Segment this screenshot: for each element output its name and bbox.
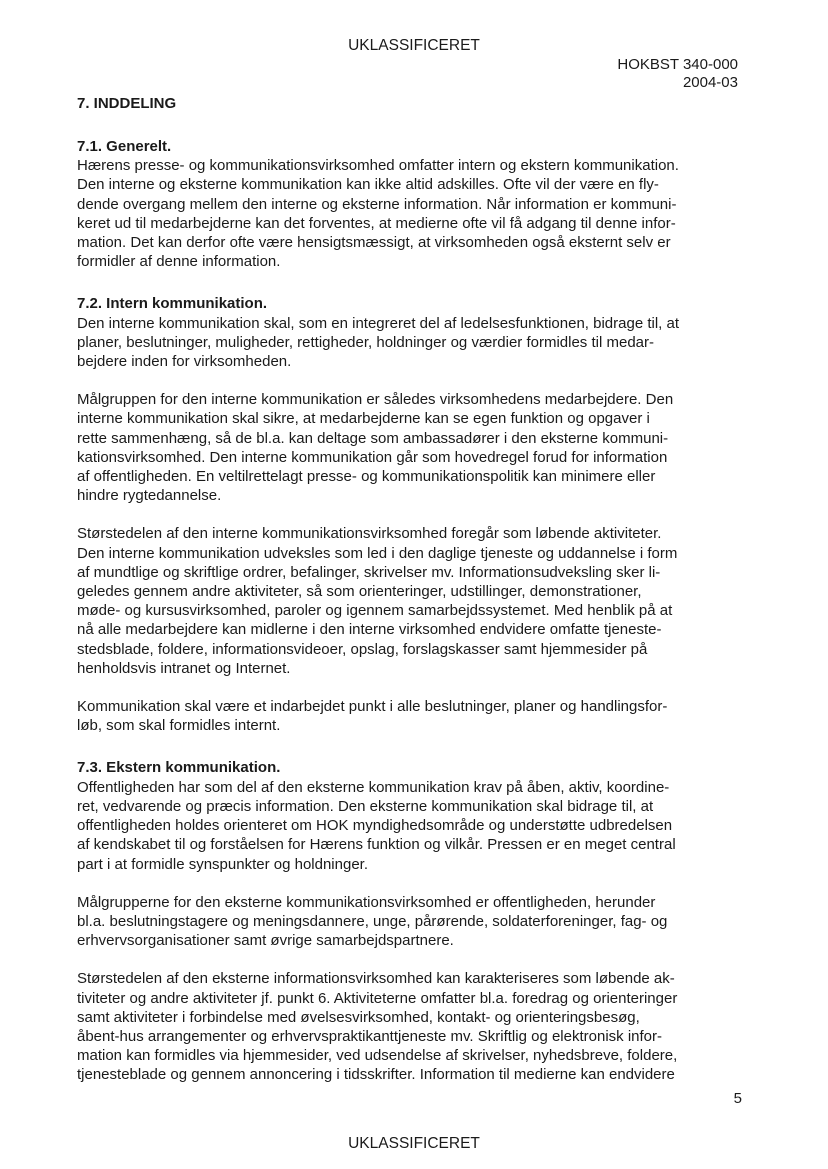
text-line: løb, som skal formidles internt.	[77, 717, 281, 735]
text-line: Hærens presse- og kommunikationsvirksomhed omfatter intern og ekstern kommunikation.	[77, 157, 679, 175]
document-date: 2004-03	[682, 74, 738, 91]
text-line: formidler af denne information.	[77, 253, 281, 271]
text-line: keret ud til medarbejderne kan det forventes, at medierne ofte vil få adgang til denne infor-	[77, 214, 676, 232]
text-line: Den interne kommunikation skal, som en integreret del af ledelsesfunktionen, bidrage til, at	[77, 314, 679, 332]
section	[77, 137, 741, 271]
text-line: Kommunikation skal være et indarbejdet punkt i alle beslutninger, planer og handlingsfor-	[77, 698, 668, 716]
text-line: hindre rygtedannelse.	[77, 487, 222, 505]
header-classification: UKLASSIFICERET	[348, 37, 480, 54]
text-line: mation kan formidles via hjemmesider, ved udsendelse af skrivelser, nyhedsbreve, foldere,	[77, 1047, 678, 1065]
footer-classification: UKLASSIFICERET	[348, 1135, 480, 1152]
document-body	[77, 137, 741, 1108]
text-line: af kendskabet til og forståelsen for Hærens funktion og vilkår. Pressen er en meget central	[77, 836, 676, 854]
text-line: mation. Det kan derfor ofte være hensigtsmæssigt, at virksomheden også eksternt selv er	[77, 234, 671, 252]
paragraph	[77, 893, 741, 951]
text-line: planer, beslutninger, muligheder, rettigheder, holdninger og værdier formidles til medar-	[77, 333, 654, 351]
section	[77, 294, 741, 735]
paragraph	[77, 390, 741, 505]
text-line: nå alle medarbejdere kan midlerne i den interne virksomhed endvidere omfatte tjeneste-	[77, 621, 662, 639]
paragraph	[77, 524, 741, 678]
text-line: bl.a. beslutningstagere og meningsdannere, unge, pårørende, soldaterforeninger, fag- og	[77, 912, 668, 930]
paragraph	[77, 314, 741, 372]
text-line: part i at formidle synspunkter og holdninger.	[77, 855, 368, 873]
text-line: geledes gennem andre aktiviteter, så som orienteringer, udstillinger, demonstrationer,	[77, 583, 642, 601]
text-line: tjenesteblade og gennem annoncering i tidsskrifter. Information til medierne kan endvidere	[77, 1066, 675, 1084]
text-line: af mundtlige og skriftlige ordrer, befalinger, skrivelser mv. Informationsudveksling sker li-	[77, 563, 661, 581]
text-line: offentligheden holdes orienteret om HOK myndighedsområde og understøtte udbredelsen	[77, 817, 673, 835]
chapter-title: 7. INDDELING	[77, 95, 177, 112]
text-line: erhvervsorganisationer samt øvrige samarbejdspartnere.	[77, 932, 454, 950]
text-line: Den interne og eksterne kommunikation kan ikke altid adskilles. Ofte vil der være en fly-	[77, 176, 659, 194]
text-line: rette sammenhæng, så de bl.a. kan deltage som ambassadører i den eksterne kommuni-	[77, 429, 669, 447]
text-line: samt aktiviteter i forbindelse med øvelsesvirksomhed, kontakt- og orienteringsbesøg,	[77, 1008, 640, 1026]
page-number: 5	[733, 1090, 742, 1107]
text-line: kationsvirksomhed. Den interne kommunikation går som hovedregel forud for information	[77, 448, 668, 466]
text-line: Størstedelen af den eksterne informationsvirksomhed kan karakteriseres som løbende ak-	[77, 970, 675, 988]
text-line: henholdsvis intranet og Internet.	[77, 659, 291, 677]
text-line: bejdere inden for virksomheden.	[77, 353, 292, 371]
text-line: møde- og kursusvirksomhed, paroler og igennem samarbejdssystemet. Med henblik på at	[77, 602, 673, 620]
text-line: interne kommunikation skal sikre, at medarbejderne kan se egen funktion og opgaver i	[77, 410, 650, 428]
paragraph	[77, 697, 741, 735]
text-line: ret, vedvarende og præcis information. Den eksterne kommunikation skal bidrage til, at	[77, 797, 654, 815]
document-identifier	[617, 56, 738, 92]
text-line: Målgruppen for den interne kommunikation er således virksomhedens medarbejdere. Den	[77, 391, 674, 409]
text-line: tiviteter og andre aktiviteter jf. punkt 6. Aktiviteterne omfatter bl.a. foredrag og orienteringer	[77, 989, 678, 1007]
text-line: Offentligheden har som del af den eksterne kommunikation krav på åben, aktiv, koordine-	[77, 778, 670, 796]
text-line: dende overgang mellem den interne og eksterne information. Når information er kommuni-	[77, 195, 677, 213]
document-number: HOKBST 340-000	[617, 56, 738, 73]
text-line: af offentligheden. En veltilrettelagt presse- og kommunikationspolitik kan minimere eller	[77, 468, 656, 486]
section-title: 7.1. Generelt.	[77, 138, 172, 155]
paragraph	[77, 156, 741, 271]
paragraph	[77, 969, 741, 1084]
section	[77, 758, 741, 1084]
section-title: 7.3. Ekstern kommunikation.	[77, 759, 281, 777]
text-line: Den interne kommunikation udveksles som led i den daglige tjeneste og uddannelse i form	[77, 544, 678, 562]
text-line: stedsblade, foldere, informationsvideoer, opslag, forslagskasser samt hjemmesider på	[77, 640, 648, 658]
text-line: Målgrupperne for den eksterne kommunikationsvirksomhed er offentligheden, herunder	[77, 893, 656, 911]
text-line: åbent-hus arrangementer og erhvervspraktikanttjeneste mv. Skriftlig og elektronisk infor-	[77, 1027, 662, 1045]
paragraph	[77, 778, 741, 874]
section-title: 7.2. Intern kommunikation.	[77, 295, 268, 313]
text-line: Størstedelen af den interne kommunikationsvirksomhed foregår som løbende aktiviteter.	[77, 525, 662, 543]
